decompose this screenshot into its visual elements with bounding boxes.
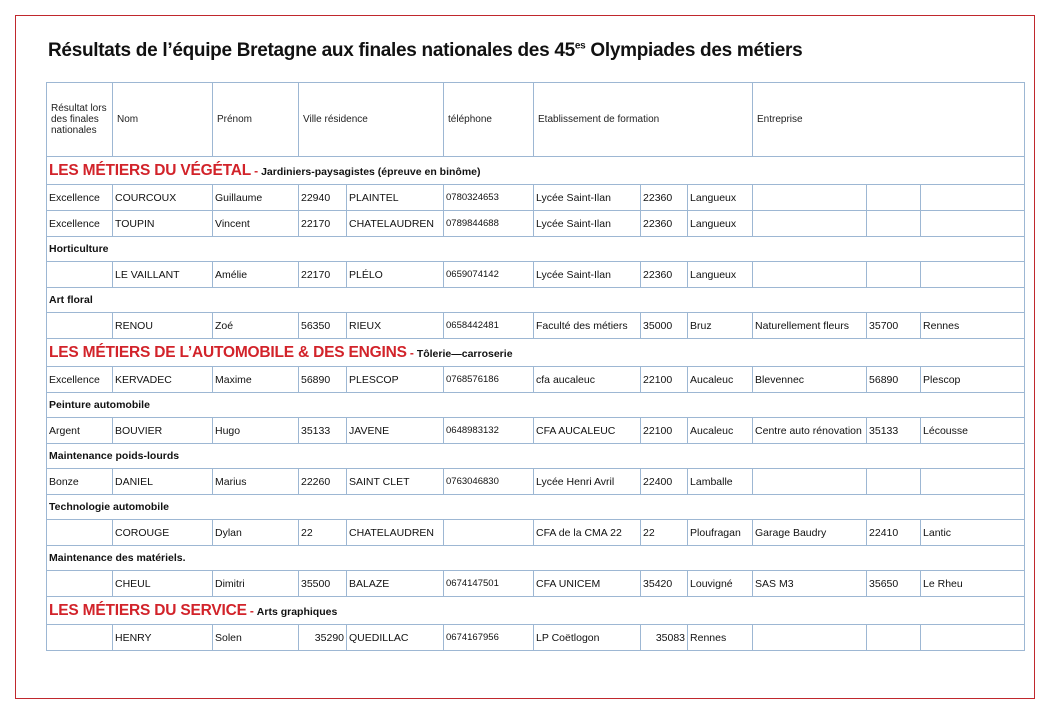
category-row bbox=[47, 597, 1025, 625]
cell-name: TOUPIN bbox=[113, 211, 213, 237]
cell-postcode: 22940 bbox=[299, 185, 347, 211]
cell-postcode: 35290 bbox=[299, 625, 347, 651]
cell-name: COROUGE bbox=[113, 520, 213, 546]
cell-firstname: Zoé bbox=[213, 313, 299, 339]
cell-school-city: Bruz bbox=[688, 313, 753, 339]
cell-school-city: Lamballe bbox=[688, 469, 753, 495]
cell-result bbox=[47, 262, 113, 288]
table-row bbox=[47, 418, 1025, 444]
cell-phone: 0658442481 bbox=[444, 313, 534, 339]
cell-name: LE VAILLANT bbox=[113, 262, 213, 288]
cell-city: PLÉLO bbox=[347, 262, 444, 288]
cell-name: DANIEL bbox=[113, 469, 213, 495]
cell-school: Lycée Saint-Ilan bbox=[534, 262, 641, 288]
cell-firstname: Hugo bbox=[213, 418, 299, 444]
table-row bbox=[47, 469, 1025, 495]
category-title: LES MÉTIERS DE L’AUTOMOBILE & DES ENGINS bbox=[49, 343, 407, 361]
cell-school: Lycée Henri Avril bbox=[534, 469, 641, 495]
cell-company bbox=[753, 211, 867, 237]
cell-city: RIEUX bbox=[347, 313, 444, 339]
cell-school: LP Coëtlogon bbox=[534, 625, 641, 651]
cell-firstname: Amélie bbox=[213, 262, 299, 288]
cell-company-city bbox=[921, 469, 1025, 495]
cell-company-city bbox=[921, 185, 1025, 211]
cell-result: Argent bbox=[47, 418, 113, 444]
cell-city: BALAZE bbox=[347, 571, 444, 597]
cell-city: QUEDILLAC bbox=[347, 625, 444, 651]
cell-company-postcode bbox=[867, 262, 921, 288]
cell-result: Bonze bbox=[47, 469, 113, 495]
cell-school-postcode: 22100 bbox=[641, 418, 688, 444]
cell-firstname: Marius bbox=[213, 469, 299, 495]
cell-postcode: 56890 bbox=[299, 367, 347, 393]
subcategory-title: Maintenance poids-lourds bbox=[47, 444, 1025, 469]
category-row bbox=[47, 339, 1025, 367]
cell-school: cfa aucaleuc bbox=[534, 367, 641, 393]
cell-city: JAVENE bbox=[347, 418, 444, 444]
cell-postcode: 35133 bbox=[299, 418, 347, 444]
cell-company: Centre auto rénovation bbox=[753, 418, 867, 444]
cell-firstname: Solen bbox=[213, 625, 299, 651]
cell-school-city: Louvigné bbox=[688, 571, 753, 597]
table-row bbox=[47, 262, 1025, 288]
cell-company bbox=[753, 469, 867, 495]
cell-postcode: 22170 bbox=[299, 262, 347, 288]
cell-postcode: 22260 bbox=[299, 469, 347, 495]
column-header-name: Nom bbox=[113, 83, 213, 157]
cell-company-city: Plescop bbox=[921, 367, 1025, 393]
subcategory-title: Peinture automobile bbox=[47, 393, 1025, 418]
category-subtitle: Arts graphiques bbox=[256, 605, 338, 618]
cell-phone bbox=[444, 520, 534, 546]
table-row bbox=[47, 185, 1025, 211]
subcategory-row bbox=[47, 444, 1025, 469]
cell-school-postcode: 22360 bbox=[641, 185, 688, 211]
cell-school-postcode: 22400 bbox=[641, 469, 688, 495]
cell-city: SAINT CLET bbox=[347, 469, 444, 495]
cell-company-postcode: 35700 bbox=[867, 313, 921, 339]
cell-company-city bbox=[921, 625, 1025, 651]
cell-result: Excellence bbox=[47, 211, 113, 237]
cell-school-city: Langueux bbox=[688, 185, 753, 211]
cell-phone: 0763046830 bbox=[444, 469, 534, 495]
cell-postcode: 22170 bbox=[299, 211, 347, 237]
cell-name: RENOU bbox=[113, 313, 213, 339]
table-row bbox=[47, 313, 1025, 339]
cell-firstname: Vincent bbox=[213, 211, 299, 237]
cell-company-postcode bbox=[867, 625, 921, 651]
cell-school: CFA UNICEM bbox=[534, 571, 641, 597]
column-header-result: Résultat lors des finales nationales bbox=[47, 83, 113, 157]
cell-postcode: 56350 bbox=[299, 313, 347, 339]
cell-company-city: Rennes bbox=[921, 313, 1025, 339]
cell-company-city bbox=[921, 262, 1025, 288]
cell-company-postcode: 35650 bbox=[867, 571, 921, 597]
cell-company bbox=[753, 625, 867, 651]
cell-firstname: Dylan bbox=[213, 520, 299, 546]
column-header-phone: téléphone bbox=[444, 83, 534, 157]
cell-result: Excellence bbox=[47, 367, 113, 393]
cell-company-city bbox=[921, 211, 1025, 237]
cell-school: Faculté des métiers bbox=[534, 313, 641, 339]
cell-result bbox=[47, 625, 113, 651]
cell-result bbox=[47, 571, 113, 597]
cell-phone: 0789844688 bbox=[444, 211, 534, 237]
cell-firstname: Guillaume bbox=[213, 185, 299, 211]
category-title: LES MÉTIERS DU VÉGÉTAL bbox=[49, 161, 251, 179]
cell-firstname: Maxime bbox=[213, 367, 299, 393]
results-table bbox=[46, 82, 1025, 651]
category-title: LES MÉTIERS DU SERVICE bbox=[49, 601, 247, 619]
cell-phone: 0648983132 bbox=[444, 418, 534, 444]
category-separator: - bbox=[251, 163, 262, 178]
cell-school-city: Ploufragan bbox=[688, 520, 753, 546]
cell-company bbox=[753, 185, 867, 211]
cell-company-postcode bbox=[867, 469, 921, 495]
cell-phone: 0780324653 bbox=[444, 185, 534, 211]
table-row bbox=[47, 625, 1025, 651]
cell-school-postcode: 22360 bbox=[641, 211, 688, 237]
cell-company-city: Lécousse bbox=[921, 418, 1025, 444]
cell-postcode: 35500 bbox=[299, 571, 347, 597]
cell-phone: 0768576186 bbox=[444, 367, 534, 393]
cell-school-city: Aucaleuc bbox=[688, 367, 753, 393]
cell-school-postcode: 22360 bbox=[641, 262, 688, 288]
cell-company-postcode bbox=[867, 185, 921, 211]
category-subtitle: Tôlerie—carroserie bbox=[416, 347, 513, 360]
cell-company: Garage Baudry bbox=[753, 520, 867, 546]
cell-school: CFA de la CMA 22 bbox=[534, 520, 641, 546]
cell-school-postcode: 35083 bbox=[641, 625, 688, 651]
cell-company bbox=[753, 262, 867, 288]
cell-school: Lycée Saint-Ilan bbox=[534, 211, 641, 237]
table-header-row bbox=[47, 83, 1025, 157]
category-cell bbox=[47, 339, 1025, 367]
subcategory-title: Art floral bbox=[47, 288, 1025, 313]
cell-city: CHATELAUDREN bbox=[347, 211, 444, 237]
category-separator: - bbox=[406, 345, 417, 360]
cell-firstname: Dimitri bbox=[213, 571, 299, 597]
category-cell bbox=[47, 597, 1025, 625]
subcategory-title: Horticulture bbox=[47, 237, 1025, 262]
cell-school-postcode: 35420 bbox=[641, 571, 688, 597]
cell-company-postcode bbox=[867, 211, 921, 237]
cell-school-city: Langueux bbox=[688, 262, 753, 288]
cell-result: Excellence bbox=[47, 185, 113, 211]
cell-name: COURCOUX bbox=[113, 185, 213, 211]
category-separator: - bbox=[246, 603, 257, 618]
subcategory-row bbox=[47, 237, 1025, 262]
subcategory-row bbox=[47, 393, 1025, 418]
table-row bbox=[47, 571, 1025, 597]
cell-school-city: Rennes bbox=[688, 625, 753, 651]
cell-postcode: 22 bbox=[299, 520, 347, 546]
cell-name: HENRY bbox=[113, 625, 213, 651]
cell-phone: 0674147501 bbox=[444, 571, 534, 597]
category-cell bbox=[47, 157, 1025, 185]
cell-name: KERVADEC bbox=[113, 367, 213, 393]
cell-school: CFA AUCALEUC bbox=[534, 418, 641, 444]
cell-phone: 0674167956 bbox=[444, 625, 534, 651]
subcategory-row bbox=[47, 495, 1025, 520]
subcategory-row bbox=[47, 288, 1025, 313]
category-row bbox=[47, 157, 1025, 185]
column-header-firstname: Prénom bbox=[213, 83, 299, 157]
cell-result bbox=[47, 313, 113, 339]
category-subtitle: Jardiniers-paysagistes (épreuve en binôme) bbox=[261, 165, 481, 178]
cell-company-postcode: 56890 bbox=[867, 367, 921, 393]
cell-school: Lycée Saint-Ilan bbox=[534, 185, 641, 211]
column-header-city: Ville résidence bbox=[299, 83, 444, 157]
cell-company-postcode: 35133 bbox=[867, 418, 921, 444]
table-row bbox=[47, 520, 1025, 546]
column-header-company: Entreprise bbox=[753, 83, 1025, 157]
cell-city: PLESCOP bbox=[347, 367, 444, 393]
cell-school-city: Langueux bbox=[688, 211, 753, 237]
cell-company-city: Le Rheu bbox=[921, 571, 1025, 597]
cell-school-postcode: 35000 bbox=[641, 313, 688, 339]
subcategory-title: Maintenance des matériels. bbox=[47, 546, 1025, 571]
cell-school-postcode: 22 bbox=[641, 520, 688, 546]
table-row bbox=[47, 211, 1025, 237]
table-row bbox=[47, 367, 1025, 393]
cell-name: BOUVIER bbox=[113, 418, 213, 444]
cell-school-postcode: 22100 bbox=[641, 367, 688, 393]
cell-company-postcode: 22410 bbox=[867, 520, 921, 546]
subcategory-title: Technologie automobile bbox=[47, 495, 1025, 520]
cell-phone: 0659074142 bbox=[444, 262, 534, 288]
cell-company-city: Lantic bbox=[921, 520, 1025, 546]
cell-name: CHEUL bbox=[113, 571, 213, 597]
cell-company: Blevennec bbox=[753, 367, 867, 393]
page-title: Résultats de l’équipe Bretagne aux finales nationales des $45^{es}$ Olympiades des métiers bbox=[48, 40, 803, 61]
cell-company: Naturellement fleurs bbox=[753, 313, 867, 339]
column-header-school: Etablissement de formation bbox=[534, 83, 753, 157]
cell-city: CHATELAUDREN bbox=[347, 520, 444, 546]
cell-school-city: Aucaleuc bbox=[688, 418, 753, 444]
cell-result bbox=[47, 520, 113, 546]
subcategory-row bbox=[47, 546, 1025, 571]
cell-company: SAS M3 bbox=[753, 571, 867, 597]
cell-city: PLAINTEL bbox=[347, 185, 444, 211]
